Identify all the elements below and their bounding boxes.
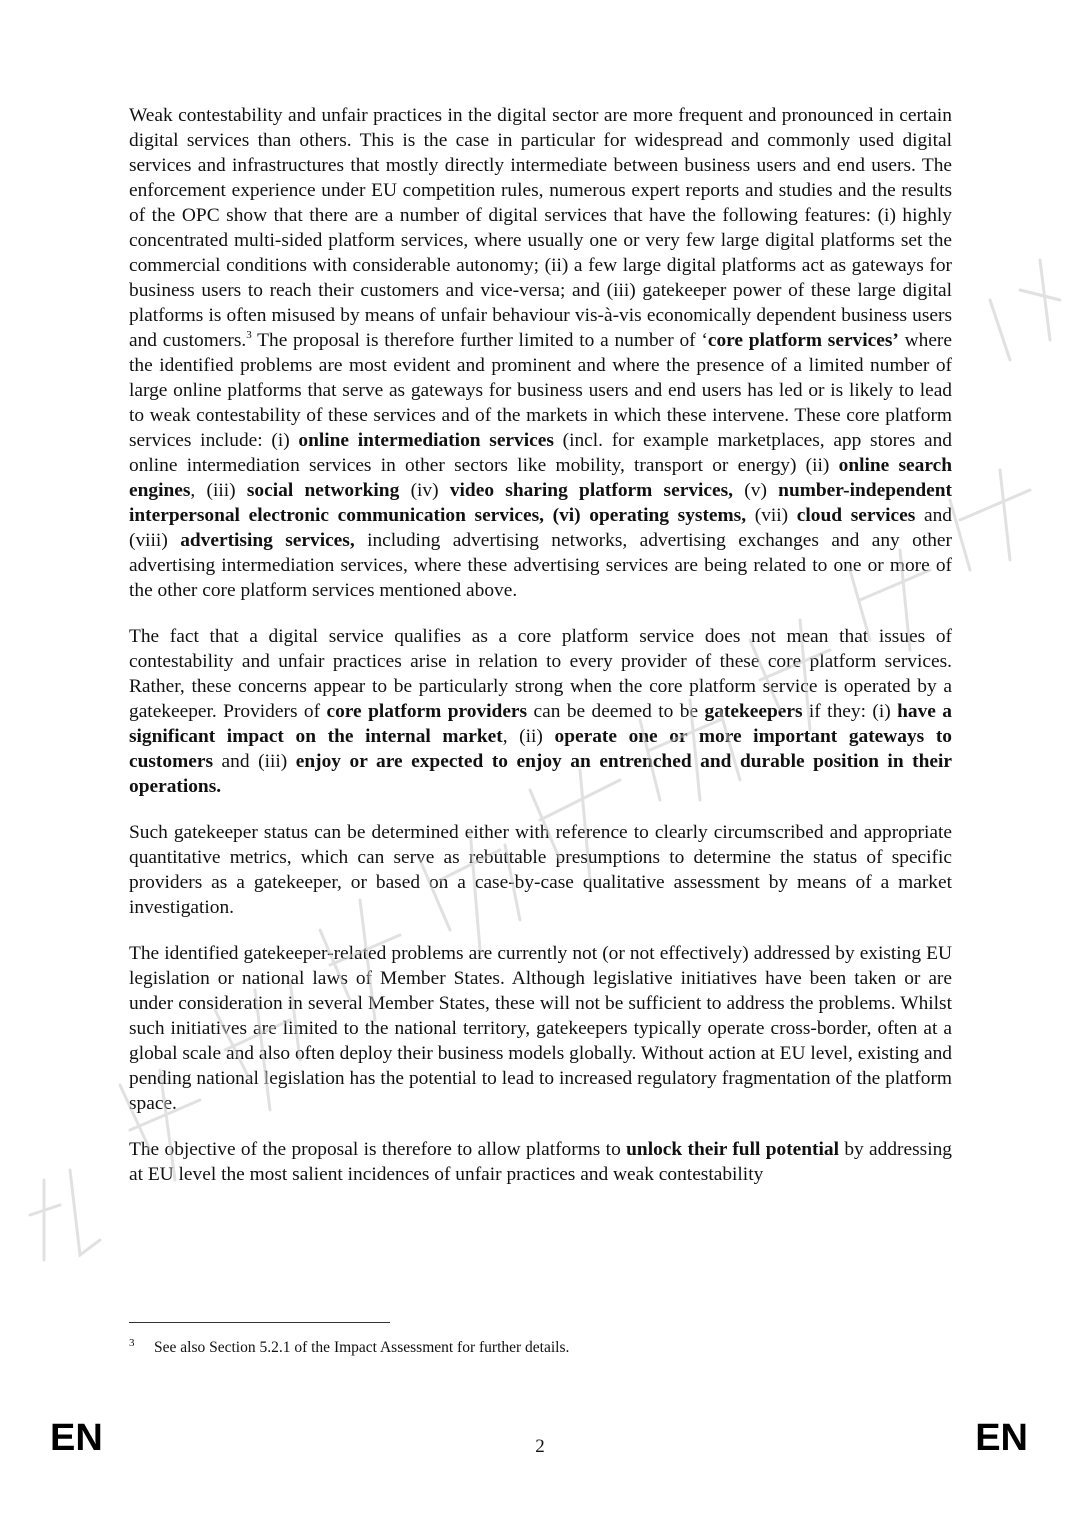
footnote: [129, 1333, 569, 1358]
footnote-number: 3: [129, 1337, 135, 1349]
bold-term: core platform providers: [326, 701, 528, 722]
bold-term: gatekeepers: [704, 701, 803, 722]
bold-term: operate one or more important gateways to customers: [129, 726, 952, 772]
bold-term: core platform services’: [707, 330, 899, 351]
bold-term: online search engines: [129, 455, 953, 501]
bold-term: unlock their full potential: [626, 1139, 839, 1160]
text-run: , (ii): [502, 726, 555, 747]
footnote-reference: 3: [246, 329, 252, 341]
paragraph-2: [129, 624, 952, 799]
page-number: 2: [535, 1436, 545, 1457]
text-run: The objective of the proposal is therefore to allow platforms to: [129, 1139, 627, 1160]
text-run: including advertising networks, advertising exchanges and any other advertising intermediation services, where these advertising services are being related to one or more of the other core platform services mentioned above.: [129, 530, 952, 601]
text-run: if they: (i): [802, 701, 898, 722]
text-run: , (iii): [190, 480, 247, 501]
bold-term: cloud services: [796, 505, 916, 526]
bold-term: video sharing platform services,: [449, 480, 734, 501]
bold-term: advertising services,: [180, 530, 355, 551]
bold-term: number-independent interpersonal electronic communication services, (vi) operating systems,: [129, 480, 952, 526]
page-body: [129, 103, 952, 1208]
text-run: (v): [733, 480, 779, 501]
text-run: The fact that a digital service qualifies as a core platform service does not mean that issues of contestability and unfair practices arise in relation to every provider of these core platform services. Rather, these concerns appear to be particularly strong when the core platform service is operated by a gatekeeper. Providers of: [129, 626, 952, 722]
footnote-separator: [129, 1322, 390, 1323]
text-run: The proposal is therefore further limited to a number of ‘: [251, 330, 708, 351]
paragraph-5: [129, 1137, 952, 1187]
paragraph-3: [129, 820, 952, 920]
bold-term: have a significant impact on the internal market: [129, 701, 953, 747]
bold-term: enjoy or are expected to enjoy an entrenched and durable position in their operations.: [129, 751, 952, 797]
language-code-left: EN: [50, 1417, 103, 1459]
paragraph-1: [129, 103, 952, 603]
bold-term: online intermediation services: [298, 430, 554, 451]
text-run: can be deemed to be: [527, 701, 705, 722]
text-run: (iv): [399, 480, 450, 501]
footnote-text: See also Section 5.2.1 of the Impact Assessment for further details.: [154, 1339, 570, 1356]
text-run: Weak contestability and unfair practices in the digital sector are more frequent and pronounced in certain digital services than others. This is the case in particular for widespread and commonly used digital services and infrastructures that mostly directly intermediate between business users and end users. The enforcement experience under EU competition rules, numerous expert reports and studies and the results of the OPC show that there are a number of digital services that have the following features: (i) highly concentrated multi-sided platform services, where usually one or very few large digital platforms set the commercial conditions with considerable autonomy; (ii) a few large digital platforms act as gateways for business users to reach their customers and vice-versa; and (iii) gatekeeper power of these large digital platforms is often misused by means of unfair behaviour vis-à-vis economically dependent business users and customers.: [129, 105, 952, 351]
text-run: The identified gatekeeper-related problems are currently not (or not effectively) addressed by existing EU legislation or national laws of Member States. Although legislative initiatives have been taken or are under consideration in several Member States, these will not be sufficient to address the problems. Whilst such initiatives are limited to the national territory, gatekeepers typically operate cross-border, often at a global scale and also often deploy their business models globally. Without action at EU level, existing and pending national legislation has the potential to lead to increased regulatory fragmentation of the platform space.: [129, 943, 952, 1114]
text-run: where the identified problems are most evident and prominent and where the presence of a limited number of large online platforms that serve as gateways for business users and end users has led or is likely to lead to weak contestability of these services and of the markets in which these intervene. These core platform services include: (i): [129, 330, 952, 451]
text-run: and (iii): [213, 751, 296, 772]
text-run: (incl. for example marketplaces, app stores and online intermediation services in other sectors like mobility, transport or energy) (ii): [129, 430, 952, 476]
bold-term: social networking: [246, 480, 400, 501]
text-run: Such gatekeeper status can be determined either with reference to clearly circumscribed and appropriate quantitative metrics, which can serve as rebuttable presumptions to determine the status of specific providers as a gatekeeper, or based on a case-by-case qualitative assessment by means of a market investigation.: [129, 822, 952, 918]
text-run: and (viii): [129, 505, 952, 551]
text-run: by addressing at EU level the most salient incidences of unfair practices and weak contestability: [129, 1139, 952, 1185]
text-run: (vii): [746, 505, 797, 526]
language-code-right: EN: [975, 1417, 1028, 1459]
paragraph-4: [129, 941, 952, 1116]
